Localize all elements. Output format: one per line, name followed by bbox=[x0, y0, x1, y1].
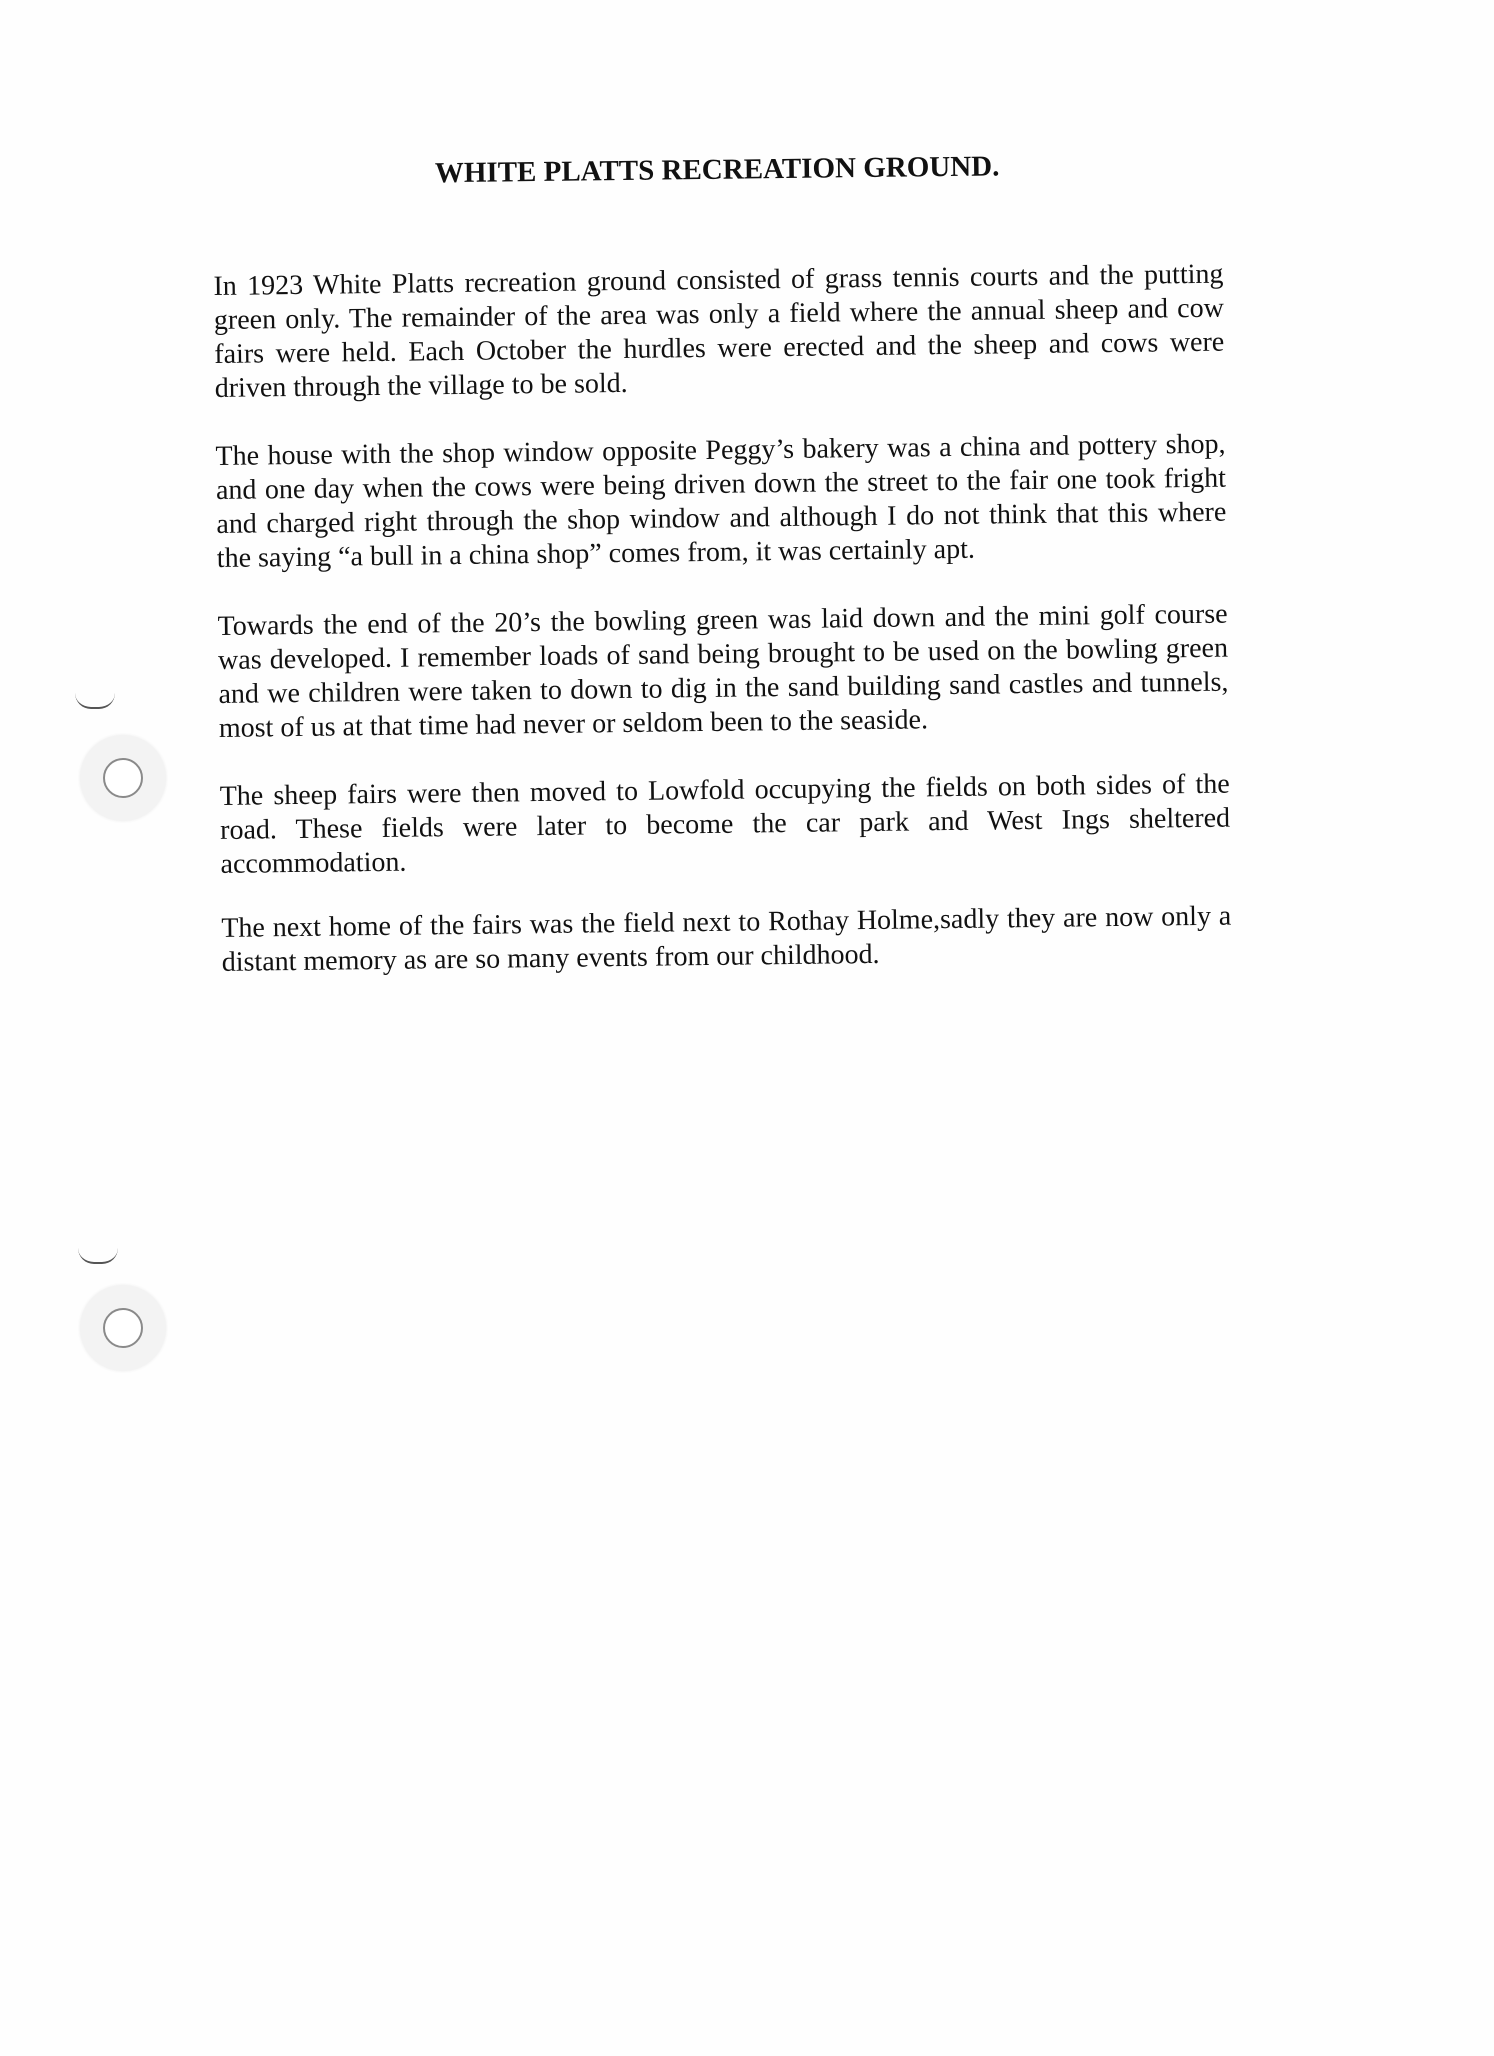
paragraph: The house with the shop window opposite Peggy’s bakery was a china and pottery shop, and one day when the cows were being driven down the street to the fair one took fright and charged right through the shop window and although I do not think that this where the saying “a bull in a china shop” comes from, it was certainly apt. bbox=[215, 428, 1227, 574]
document-title: WHITE PLATTS RECREATION GROUND. bbox=[434, 150, 1000, 190]
scan-mark bbox=[75, 693, 115, 709]
paragraph: Towards the end of the 20’s the bowling green was laid down and the mini golf course was developed. I remember loads of sand being brought to be used on the bowling green and we children were taken to down to dig in the sand building sand castles and tunnels, most of us at that time had never or seldom been to the seaside. bbox=[217, 598, 1229, 744]
punch-hole bbox=[80, 1285, 166, 1371]
paragraph: The sheep fairs were then moved to Lowfold occupying the fields on both sides of the road. These fields were later to become the car park and West Ings sheltered accommodation. bbox=[219, 768, 1231, 880]
paragraph: The next home of the fairs was the field next to Rothay Holme,sadly they are now only a distant memory as are so many events from our childhood. bbox=[221, 900, 1232, 978]
punch-hole bbox=[80, 735, 166, 821]
paragraph: In 1923 White Platts recreation ground consisted of grass tennis courts and the putting green only. The remainder of the area was only a field where the annual sheep and cow fairs were held. Each October the hurdles were erected and the sheep and cows were driven through the village to be sold. bbox=[213, 258, 1225, 404]
scan-mark bbox=[78, 1248, 118, 1264]
